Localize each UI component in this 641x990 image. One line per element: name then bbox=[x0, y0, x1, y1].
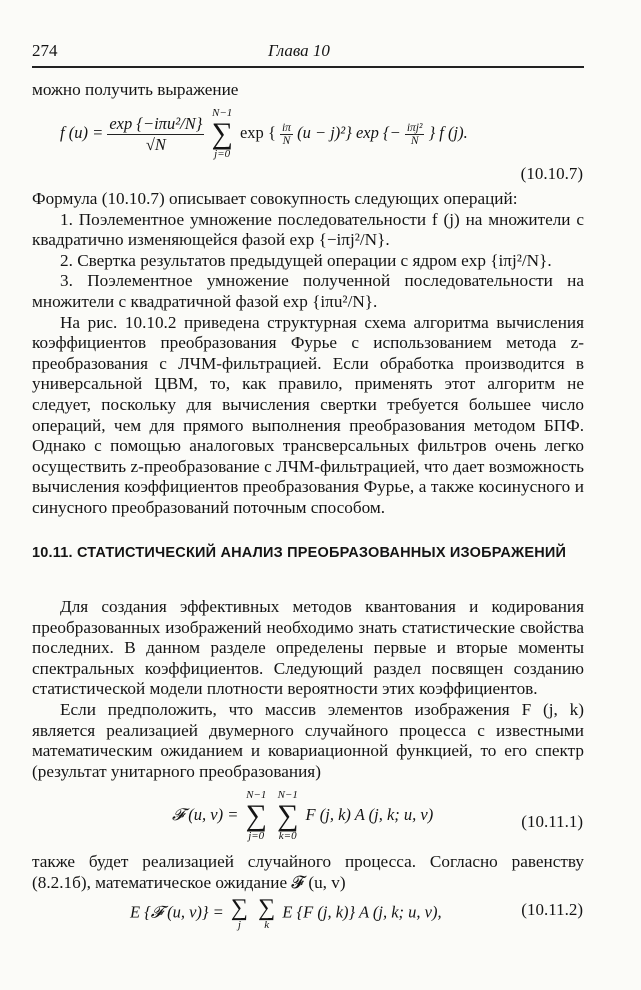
equation-number: (10.11.2) bbox=[521, 900, 583, 919]
eq-exp-1: exp bbox=[239, 122, 264, 142]
sum-symbol: N−1 ∑ k=0 bbox=[277, 789, 299, 842]
fraction-numerator: exp {−iπu²/N} bbox=[109, 113, 203, 133]
eq-body: F (j, k) A (j, k; u, v) bbox=[305, 804, 434, 824]
paragraph: На рис. 10.10.2 приведена структурная схема алгоритма вычисления коэффициентов преобразования Фурье с использованием метода z-преобразования с ЛЧМ-фильтрацией. Если обработка производится в универсальной ЦВМ, то, как правило, применять этот алгоритм не следует, поскольку для вычисления свертки требуется большее число операций, чем для прямого выполнения преобразования методом БПФ. Однако с помощью аналоговых трансверсальных фильтров очень легко осуществить z-преобразование с ЛЧМ-фильтрацией, что дает возможность вычисления коэффициентов преобразования Фурье, а также косинусного и синусного преобразований поточным способом. bbox=[32, 312, 584, 517]
eq-inner-fraction-1: $\frac{i\pi}{N}$ bbox=[281, 121, 291, 147]
eq-fraction bbox=[107, 114, 204, 155]
eq-lhs: f (u) = bbox=[60, 122, 104, 142]
paragraph: 3. Поэлементное умножение полученной последовательности на множители с квадратичной фазой exp {iπu²/N}. bbox=[32, 271, 584, 311]
paragraph: Формула (10.10.7) описывает совокупность следующих операций: bbox=[32, 189, 518, 208]
chapter-title: Глава 10 bbox=[268, 41, 330, 60]
paragraph: 1. Поэлементное умножение последовательности f (j) на множители с квадратично изменяющейся фазой exp {−iπj²/N}. bbox=[32, 209, 584, 250]
eq-lhs: 𝓕 (u, v) = bbox=[172, 804, 239, 824]
paragraph: 2. Свертка результатов предыдущей операции с ядром exp {iπj²/N}. bbox=[60, 250, 552, 270]
section-heading: 10.11. СТАТИСТИЧЕСКИЙ АНАЛИЗ ПРЕОБРАЗОВАННЫХ ИЗОБРАЖЕНИЙ bbox=[32, 545, 567, 561]
paragraph: Для создания эффективных методов квантования и кодирования преобразованных изображений необходимо знать статистические свойства последних. В данном разделе определены первые и вторые моменты спектральных коэффициентов. Следующий раздел посвящен созданию статистической модели плотности вероятности этих коэффициентов. bbox=[32, 597, 584, 699]
operations-text bbox=[32, 189, 584, 519]
eq-lhs: E {𝓕 (u, v)} = bbox=[130, 902, 224, 922]
paragraph: также будет реализацией случайного процесса. Согласно равенству (8.2.1б), математическое ожидание 𝓕 (u, v) bbox=[32, 852, 584, 892]
equation-10-10-7: f (u) = $\frac{\text{exp \{−iπu²/N\}}}{√N}$ N−1 ∑ j=0 exp { $\frac{i\pi}{N}$ (u − j)²} exp {− $\frac{\text{iπj²}}{N}$ } f (j). (10.10.7) bbox=[60, 107, 583, 183]
paragraph: Если предположить, что массив элементов изображения F (j, k) является реализацией двумерного случайного процесса с известными математическим ожиданием и ковариационной функцией, то его спектр (результат унитарного преобразования) bbox=[32, 699, 584, 781]
sum-symbol: N−1 ∑ j=0 bbox=[245, 789, 267, 842]
after-equation-text bbox=[32, 852, 584, 893]
eq-mid: (u − j)²} exp {− bbox=[297, 122, 401, 142]
page-number: 274 bbox=[32, 41, 58, 60]
header-rule bbox=[32, 66, 584, 68]
sum-symbol: ∑ j bbox=[230, 895, 249, 931]
fraction-denominator: √N bbox=[145, 134, 166, 154]
eq-tail: } f (j). bbox=[428, 122, 468, 142]
eq-inner-fraction-2: $\frac{\text{iπj²}}{N}$ bbox=[406, 121, 423, 147]
intro-line: можно получить выражение bbox=[32, 80, 239, 99]
equation-10-11-1 bbox=[0, 790, 641, 852]
equation-10-11-2 bbox=[0, 896, 641, 946]
equation-number: (10.11.1) bbox=[521, 812, 583, 831]
section-body bbox=[32, 597, 584, 782]
equation-number: (10.10.7) bbox=[520, 164, 583, 183]
sum-symbol: ∑ k bbox=[258, 895, 276, 931]
eq-body: E {F (j, k)} A (j, k; u, v), bbox=[282, 902, 442, 922]
sum-symbol: N−1 ∑ j=0 bbox=[211, 107, 233, 160]
